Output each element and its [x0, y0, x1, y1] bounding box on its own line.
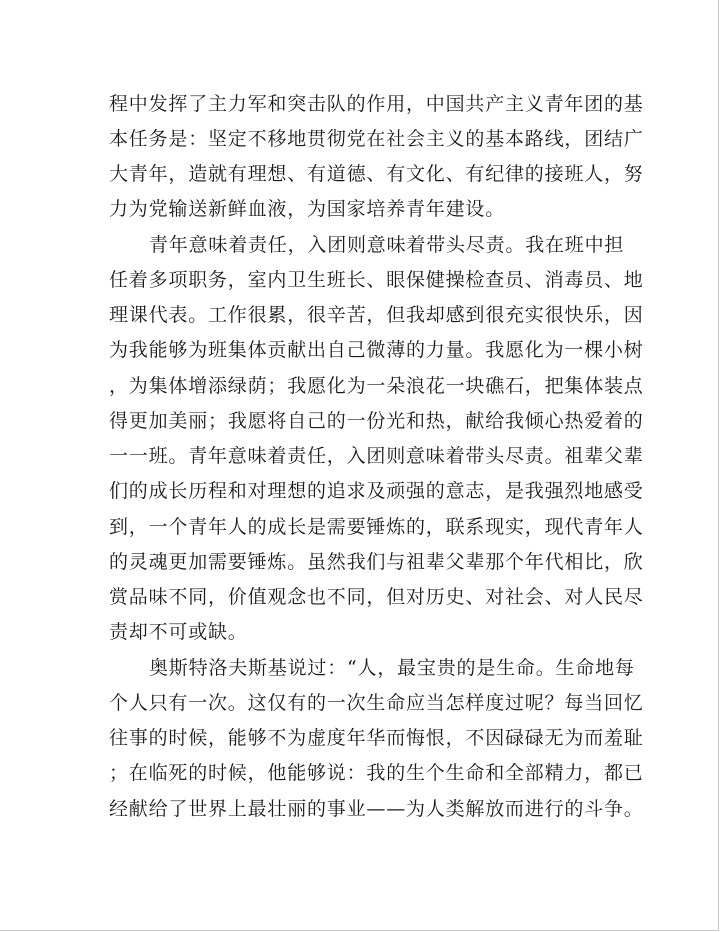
text-line: 得更加美丽；我愿将自己的一份光和热，献给我倾心热爱着的	[109, 410, 644, 432]
text-line: 的灵魂更加需要锤炼。虽然我们与祖辈父辈那个年代相比，欣	[109, 551, 644, 573]
text-line: 本任务是：坚定不移地贯彻党在社会主义的基本路线，团结广	[109, 128, 644, 150]
text-line: 程中发挥了主力军和突击队的作用，中国共产主义青年团的基	[109, 93, 644, 115]
text-line: 责却不可或缺。	[109, 621, 248, 643]
paragraph-first-line: 青年意味着责任，入团则意味着带头尽责。我在班中担	[149, 234, 625, 256]
text-line: ，为集体增添绿荫；我愿化为一朵浪花一块礁石，把集体装点	[109, 375, 644, 397]
text-line: 大青年，造就有理想、有道德、有文化、有纪律的接班人，努	[109, 163, 644, 185]
text-line: 们的成长历程和对理想的追求及顽强的意志，是我强烈地感受	[109, 480, 644, 502]
text-line: 为我能够为班集体贡献出自己微薄的力量。我愿化为一棵小树	[109, 339, 644, 361]
text-line: ；在临死的时候，他能够说：我的生个生命和全部精力，都已	[109, 762, 644, 784]
text-line: 力为党输送新鲜血液，为国家培养青年建设。	[109, 198, 506, 220]
text-line: 任着多项职务，室内卫生班长、眼保健操检查员、消毒员、地	[109, 269, 644, 291]
text-line: 赏品味不同，价值观念也不同，但对历史、对社会、对人民尽	[109, 586, 644, 608]
text-line: 往事的时候，能够不为虚度年华而悔恨，不因碌碌无为而羞耻	[109, 727, 644, 749]
text-line: 理课代表。工作很累，很辛苦，但我却感到很充实很快乐，因	[109, 304, 644, 326]
text-line: 到，一个青年人的成长是需要锤炼的，联系现实，现代青年人	[109, 516, 644, 538]
text-line: 一一班。青年意味着责任，入团则意味着带头尽责。祖辈父辈	[109, 445, 644, 467]
text-line: 个人只有一次。这仅有的一次生命应当怎样度过呢？每当回忆	[109, 692, 644, 714]
paragraph-first-line: 奥斯特洛夫斯基说过：“人，最宝贵的是生命。生命地每	[149, 657, 635, 679]
text-line: 经献给了世界上最壮丽的事业——为人类解放而进行的斗争。	[109, 798, 644, 820]
